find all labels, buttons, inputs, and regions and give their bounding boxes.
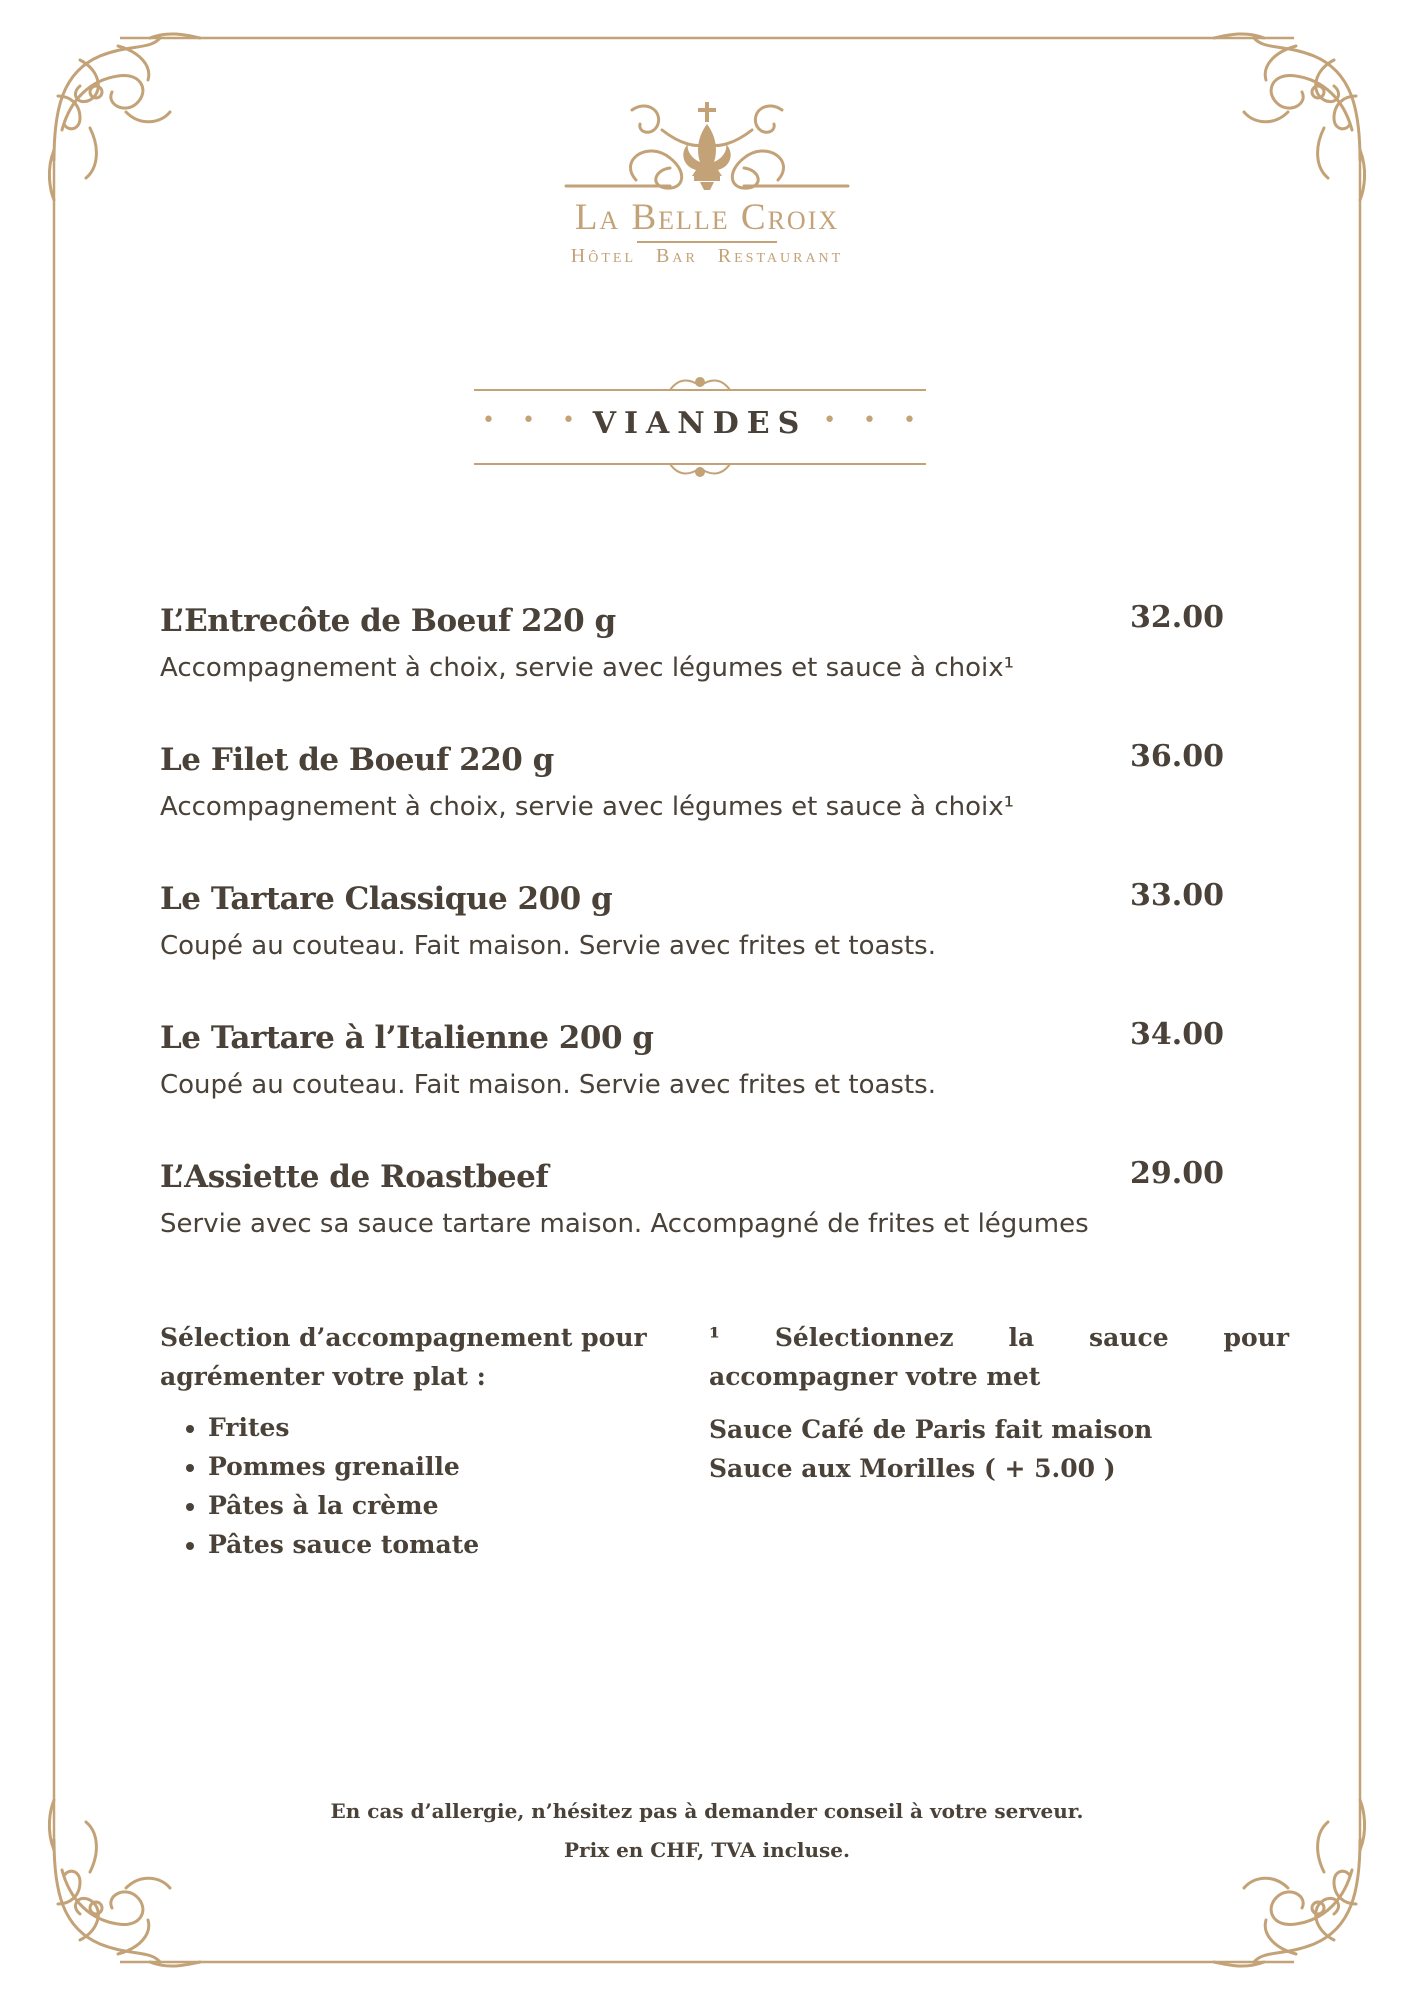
item-price: 36.00 bbox=[1130, 739, 1224, 774]
item-description: Coupé au couteau. Fait maison. Servie avec frites et toasts. bbox=[160, 931, 936, 961]
item-price: 33.00 bbox=[1130, 878, 1224, 913]
sides-selection bbox=[160, 1318, 660, 1564]
item-name: Le Tartare à l’Italienne 200 g bbox=[160, 1020, 654, 1056]
side-option: • Pâtes à la crème bbox=[208, 1486, 660, 1525]
item-description: Accompagnement à choix, servie avec légumes et sauce à choix¹ bbox=[160, 653, 1015, 683]
menu-item bbox=[160, 1017, 1240, 1159]
section-left-dots: • • • bbox=[482, 408, 585, 433]
item-name: L’Assiette de Roastbeef bbox=[160, 1159, 549, 1195]
sides-title: Sélection d’accompagnement pour agrémenter votre plat : bbox=[160, 1323, 647, 1391]
item-name: Le Tartare Classique 200 g bbox=[160, 881, 613, 917]
fleur-de-lis-logo bbox=[562, 100, 852, 192]
allergy-note: En cas d’allergie, n’hésitez pas à demander conseil à votre serveur. bbox=[330, 1799, 1084, 1823]
brand-name: La Belle Croix bbox=[574, 197, 840, 238]
sauce-list bbox=[709, 1410, 1289, 1488]
side-option: • Pâtes sauce tomate bbox=[208, 1525, 660, 1564]
section-header bbox=[460, 372, 940, 482]
brand-subtitle: Hôtel Bar Restaurant bbox=[570, 245, 844, 267]
item-description: Servie avec sa sauce tartare maison. Accompagné de frites et légumes bbox=[160, 1209, 1089, 1239]
side-option: • Pommes grenaille bbox=[208, 1447, 660, 1486]
sauce-option: Sauce Café de Paris fait maison bbox=[709, 1415, 1153, 1444]
item-description: Accompagnement à choix, servie avec légumes et sauce à choix¹ bbox=[160, 792, 1015, 822]
side-option: • Frites bbox=[208, 1408, 660, 1447]
section-right-dots: • • • bbox=[823, 408, 926, 433]
sides-list bbox=[160, 1408, 660, 1564]
sauces-title: ¹ Sélectionnez la sauce pour accompagner votre met bbox=[709, 1323, 1289, 1391]
brand-header bbox=[0, 100, 1414, 268]
item-price: 29.00 bbox=[1130, 1156, 1224, 1191]
price-note: Prix en CHF, TVA incluse. bbox=[564, 1838, 850, 1862]
menu-items bbox=[160, 600, 1240, 1298]
item-name: Le Filet de Boeuf 220 g bbox=[160, 742, 554, 778]
sauce-option: Sauce aux Morilles ( + 5.00 ) bbox=[709, 1454, 1116, 1483]
item-description: Coupé au couteau. Fait maison. Servie avec frites et toasts. bbox=[160, 1070, 936, 1100]
menu-item bbox=[160, 878, 1240, 1020]
menu-item bbox=[160, 1156, 1240, 1298]
menu-item bbox=[160, 739, 1240, 881]
item-price: 32.00 bbox=[1130, 600, 1224, 635]
sauce-selection bbox=[709, 1318, 1289, 1488]
footer-notes bbox=[0, 1792, 1414, 1870]
section-title: VIANDES bbox=[592, 406, 808, 441]
item-price: 34.00 bbox=[1130, 1017, 1224, 1052]
item-name: L’Entrecôte de Boeuf 220 g bbox=[160, 603, 616, 639]
menu-item bbox=[160, 600, 1240, 742]
